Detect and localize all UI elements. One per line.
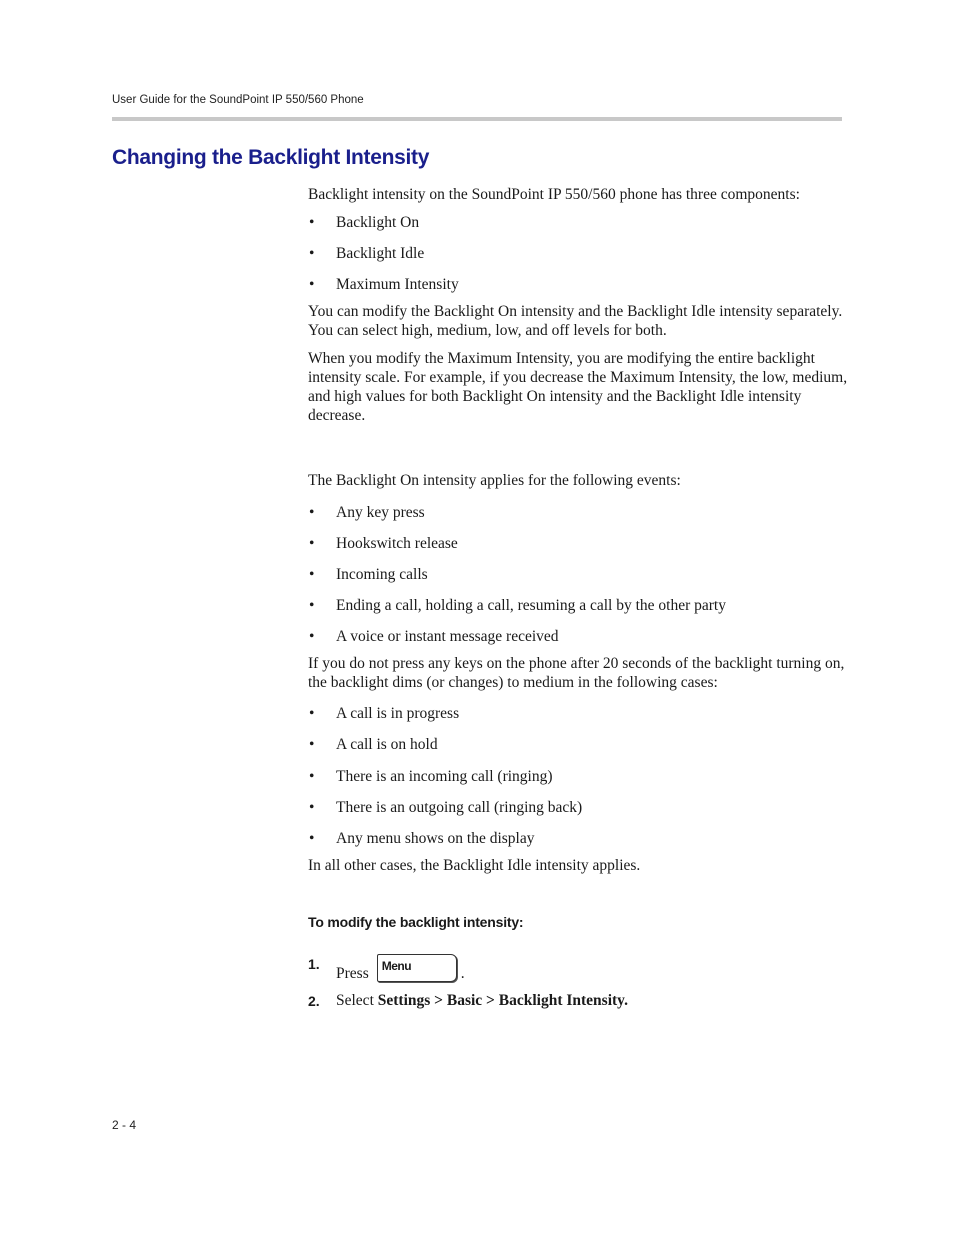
- list-item: • There is an outgoing call (ringing back): [309, 799, 583, 816]
- step-text: Press: [336, 965, 369, 982]
- list-item: • Ending a call, holding a call, resuming a call by the other party: [309, 597, 726, 614]
- menu-key-label: Menu: [381, 959, 412, 973]
- list-item: • A call is on hold: [309, 736, 438, 753]
- running-header: User Guide for the SoundPoint IP 550/560 Phone: [112, 94, 364, 106]
- list-item: • Maximum Intensity: [309, 276, 459, 293]
- list-item: • A voice or instant message received: [309, 628, 559, 645]
- bullet-icon: •: [309, 768, 315, 785]
- bullet-icon: •: [309, 245, 315, 262]
- bullet-icon: •: [309, 276, 315, 293]
- bullet-icon: •: [309, 597, 315, 614]
- bullet-icon: •: [309, 830, 315, 847]
- step-text: Select: [336, 992, 374, 1009]
- spacer: [308, 884, 848, 913]
- step-number: 1.: [308, 956, 320, 972]
- menu-path: Settings > Basic > Backlight Intensity.: [377, 992, 628, 1009]
- page-number: 2 - 4: [112, 1118, 137, 1132]
- list-item: • Backlight On: [309, 214, 420, 231]
- modify-paragraph: You can modify the Backlight On intensity and the Backlight Idle intensity separately. You can select high, medium, low, and off levels for both.: [308, 303, 843, 339]
- bullet-icon: •: [309, 628, 315, 645]
- dim-intro: If you do not press any keys on the phone after 20 seconds of the backlight turning on, the backlight dims (or changes) to medium in the following cases:: [308, 655, 845, 691]
- procedure-steps: [308, 954, 848, 1010]
- bullet-icon: •: [309, 566, 315, 583]
- bullet-icon: •: [309, 504, 315, 521]
- step-number: 2.: [308, 993, 320, 1009]
- list-item: • There is an incoming call (ringing): [309, 768, 553, 785]
- bullet-icon: •: [309, 705, 315, 722]
- max-intensity-paragraph: When you modify the Maximum Intensity, you are modifying the entire backlight intensity scale. For example, if you decrease the Maximum Intensity, the low, medium, and high values for both Backlight On intensity and the Backlight Idle intensity decrease.: [308, 350, 848, 424]
- list-item: • Hookswitch release: [309, 535, 458, 552]
- components-list: [308, 213, 848, 294]
- events-intro: The Backlight On intensity applies for the following events:: [308, 472, 681, 489]
- menu-key-icon: [377, 954, 457, 982]
- list-item: • Backlight Idle: [309, 245, 425, 262]
- section-body: [308, 185, 848, 1018]
- list-item: • Any menu shows on the display: [309, 830, 535, 847]
- step-2: [308, 991, 848, 1010]
- dim-cases-list: [308, 704, 848, 848]
- intro-paragraph: Backlight intensity on the SoundPoint IP 550/560 phone has three components:: [308, 186, 800, 203]
- bullet-icon: •: [309, 214, 315, 231]
- step-1: [308, 954, 848, 983]
- list-item: • Incoming calls: [309, 566, 428, 583]
- list-item: • A call is in progress: [309, 705, 460, 722]
- bullet-icon: •: [309, 736, 315, 753]
- procedure-title: To modify the backlight intensity:: [308, 914, 524, 930]
- section-title: Changing the Backlight Intensity: [112, 146, 430, 169]
- bullet-icon: •: [309, 535, 315, 552]
- list-item: • Any key press: [309, 504, 425, 521]
- header-rule: [112, 117, 842, 121]
- step-end: .: [460, 965, 465, 982]
- idle-note: In all other cases, the Backlight Idle intensity applies.: [308, 857, 641, 874]
- spacer: [308, 434, 848, 471]
- events-list: [308, 503, 848, 646]
- bullet-icon: •: [309, 799, 315, 816]
